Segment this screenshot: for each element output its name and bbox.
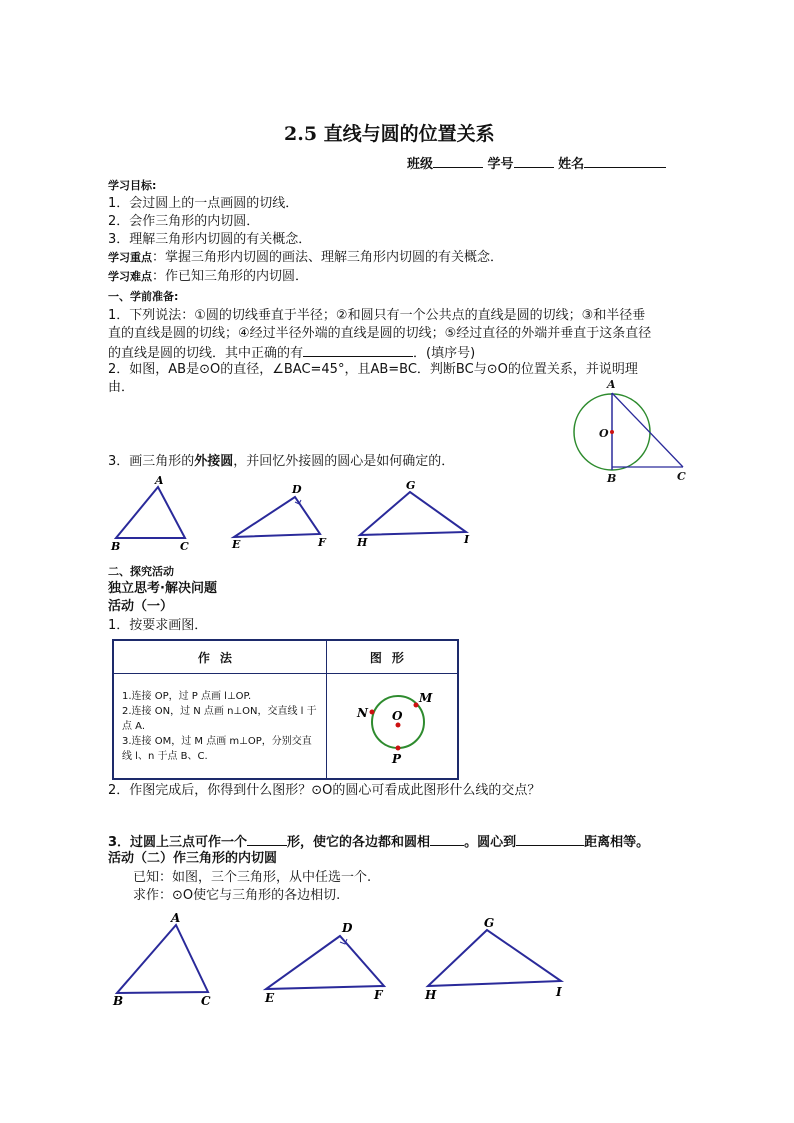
point-m — [414, 703, 419, 708]
prep-q1-line2: 直的直线是圆的切线；④经过半径外端的直线是圆的切线；⑤经过直径的外端并垂直于这条直径 — [108, 326, 652, 341]
table-header-figure: 图形 — [326, 640, 458, 674]
table-circle-figure — [356, 691, 433, 766]
prep-q3-text: 3．画三角形的 — [108, 454, 195, 469]
label-f: F — [318, 536, 326, 549]
objectives-heading: 学习目标: — [108, 179, 157, 192]
point-n — [370, 710, 375, 715]
given-text: 已知：如图，三个三角形，从中任选一个. — [133, 870, 372, 885]
explore-subheading: 独立思考·解决问题 — [108, 581, 217, 596]
prep-q3-suffix: ，并回忆外接圆的圆心是如何确定的． — [233, 454, 455, 469]
label-i: I — [464, 533, 470, 546]
label-g: G — [406, 479, 416, 492]
label-a: A — [607, 378, 616, 391]
activity-1-q1: 1．按要求画图． — [108, 618, 208, 633]
point-o — [396, 723, 401, 728]
label-a: A — [155, 474, 164, 487]
difficulty-text: ：作已知三角形的内切圆． — [152, 269, 309, 284]
name-label: 姓名 — [558, 157, 585, 172]
top-triangle-abc — [110, 474, 189, 553]
label-f: F — [374, 988, 383, 1002]
objective-1: 1．会过圆上的一点画圆的切线． — [108, 196, 299, 211]
circle-figure — [574, 378, 686, 485]
label-a: A — [171, 911, 181, 925]
label-g: G — [484, 916, 495, 930]
label-b: B — [111, 540, 121, 553]
label-i: I — [556, 985, 562, 999]
prep-q1-line1: 1．下列说法：①圆的切线垂直于半径；②和圆只有一个公共点的直线是圆的切线；③和半径垂 — [108, 308, 646, 323]
prep-q2-line2: 由． — [108, 380, 135, 395]
label-p: P — [392, 752, 402, 766]
activity-1-q2: 2．作图完成后，你得到什么图形？⊙O的圆心可看成此图形什么线的交点？ — [108, 783, 541, 798]
label-h: H — [357, 536, 368, 549]
point-p — [396, 746, 401, 751]
label-c: C — [677, 470, 686, 483]
key-label: 学习重点 — [108, 251, 152, 264]
segment-ac — [612, 393, 683, 467]
table-header-method: 作法 — [113, 640, 326, 674]
top-triangle-ghi — [356, 479, 470, 549]
step-2: 2.连接 ON，过 N 点画 n⊥ON，交直线 l 于点 A. — [122, 705, 317, 732]
page-title: 2.5 直线与圆的位置关系 — [284, 123, 495, 145]
center-point — [610, 430, 614, 434]
explore-heading: 二、探究活动 — [108, 565, 174, 578]
class-label: 班级 — [407, 157, 434, 172]
step-3: 3.连接 OM，过 M 点画 m⊥OP，分别交直线 l、n 于点 B、C. — [122, 735, 312, 762]
objective-2: 2．会作三角形的内切圆． — [108, 214, 260, 229]
prep-q2-line1: 2．如图，AB是⊙O的直径，∠BAC=45°，且AB=BC．判断BC与⊙O的位置关系，并说明理 — [108, 362, 638, 377]
label-d: D — [342, 921, 353, 935]
label-e: E — [265, 991, 275, 1005]
label-c: C — [201, 994, 211, 1008]
label-h: H — [425, 988, 437, 1002]
q3-text-b: 形，使它的各边都和圆相 — [287, 835, 431, 850]
top-triangle-def — [231, 483, 327, 551]
bottom-triangle-ghi — [424, 916, 562, 1002]
activity-2-heading: 活动（二）作三角形的内切圆 — [108, 851, 278, 866]
label-b: B — [607, 472, 617, 485]
q3-text-c: 。圆心到 — [464, 835, 517, 850]
label-m: M — [419, 691, 433, 705]
label-e: E — [232, 538, 241, 551]
q3-text-a: 3．过圆上三点可作一个 — [108, 835, 248, 850]
label-n: N — [357, 706, 368, 720]
step-1: 1.连接 OP，过 P 点画 l⊥OP. — [122, 690, 252, 702]
objective-3: 3．理解三角形内切圆的有关概念． — [108, 232, 312, 247]
label-b: B — [113, 994, 124, 1008]
label-c: C — [180, 540, 189, 553]
id-label: 学号 — [487, 157, 514, 172]
activity-1-heading: 活动（一） — [108, 599, 174, 614]
difficulty-label: 学习难点 — [108, 270, 152, 283]
label-o: O — [392, 709, 403, 723]
q3-text-d: 距离相等。 — [584, 835, 650, 850]
bottom-triangle-def — [264, 921, 384, 1005]
label-o: O — [599, 427, 609, 440]
required-text: 求作：⊙O使它与三角形的各边相切. — [133, 888, 341, 903]
prep-q1-text: 的直线是圆的切线．其中正确的有 — [108, 346, 304, 361]
prep-heading: 一、学前准备: — [108, 290, 179, 303]
label-d: D — [292, 483, 302, 496]
prep-q3-bold: 外接圆 — [194, 454, 234, 469]
key-text: ：掌握三角形内切圆的画法、理解三角形内切圆的有关概念． — [152, 250, 504, 265]
prep-q1-suffix: ．(填序号) — [413, 346, 476, 361]
bottom-triangle-abc — [112, 911, 211, 1008]
